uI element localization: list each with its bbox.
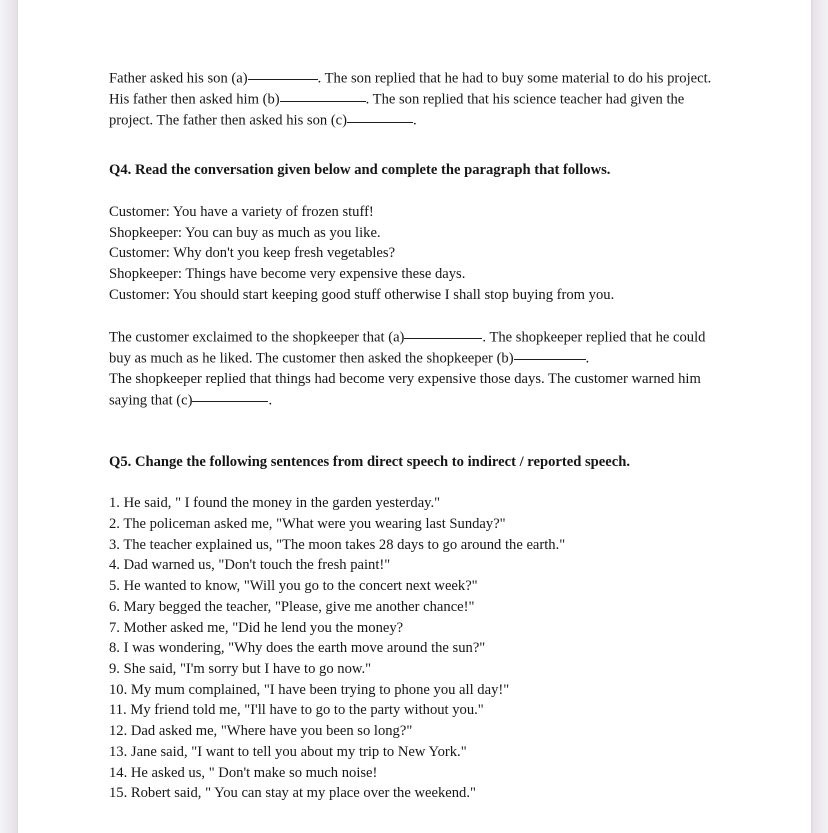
paragraph-text: . The son replied that his science teacher had given the project. The father then asked his son (c): [109, 91, 685, 129]
paragraph-text: .: [268, 391, 273, 408]
paragraph-text: . The shopkeeper replied that he could buy as much as he liked. The customer then asked the shopkeeper (b): [109, 329, 706, 367]
fill-in-blank[interactable]: [347, 108, 413, 122]
q5-sentence-list: [109, 493, 719, 804]
sentence-item: 11. My friend told me, "I'll have to go to the party without you.": [109, 702, 484, 719]
sentence-item: 10. My mum complained, "I have been trying to phone you all day!": [109, 681, 510, 698]
sentence-item: 14. He asked us, " Don't make so much noise!: [109, 764, 378, 781]
sentence-item: 9. She said, "I'm sorry but I have to go now.": [109, 661, 372, 677]
paragraph-text: The customer exclaimed to the shopkeeper that (a): [109, 329, 405, 346]
q4-conversation: [109, 202, 719, 306]
fill-in-blank[interactable]: [192, 388, 268, 402]
sentence-item: 8. I was wondering, "Why does the earth move around the sun?": [109, 640, 486, 657]
fill-in-blank[interactable]: [280, 87, 366, 101]
sentence-item: 7. Mother asked me, "Did he lend you the money?: [109, 619, 404, 636]
document-content: [109, 68, 719, 804]
viewer-gutter-left: [0, 0, 17, 833]
sentence-item: 15. Robert said, " You can stay at my place over the weekend.": [109, 785, 476, 802]
page-edge-right: [811, 0, 812, 833]
sentence-item: 2. The policeman asked me, "What were you wearing last Sunday?": [109, 516, 506, 533]
q5-heading: Q5. Change the following sentences from direct speech to indirect / reported speech.: [109, 453, 630, 470]
sentence-item: 3. The teacher explained us, "The moon takes 28 days to go around the earth.": [109, 536, 566, 553]
sentence-item: 6. Mary begged the teacher, "Please, give me another chance!": [109, 598, 475, 615]
sentence-item: 5. He wanted to know, "Will you go to the concert next week?": [109, 578, 478, 595]
q4-answer-paragraph-cont: [109, 369, 719, 411]
fill-in-blank[interactable]: [248, 66, 318, 80]
paragraph-text: . The son replied that he had to buy some material to do his project. His father then asked him (b): [109, 70, 712, 108]
paragraph-text: Father asked his son (a): [109, 70, 248, 87]
conversation-line: Customer: You have a variety of frozen stuff!: [109, 204, 374, 221]
conversation-line: Shopkeeper: Things have become very expensive these days.: [109, 266, 466, 283]
conversation-line: Shopkeeper: You can buy as much as you like.: [109, 224, 381, 241]
viewer-gutter-right: [812, 0, 828, 833]
document-page: [18, 0, 811, 833]
spacer: [109, 131, 719, 160]
spacer: [109, 181, 719, 202]
conversation-line: Customer: Why don't you keep fresh vegetables?: [109, 245, 396, 262]
spacer: [109, 411, 719, 452]
spacer: [109, 472, 719, 493]
sentence-item: 4. Dad warned us, "Don't touch the fresh paint!": [109, 557, 391, 574]
q3-continuation-paragraph: [109, 68, 719, 131]
q4-heading: Q4. Read the conversation given below and complete the paragraph that follows.: [109, 162, 611, 179]
paragraph-text: The shopkeeper replied that things had become very expensive those days. The customer warned him saying that (c): [109, 370, 701, 408]
fill-in-blank[interactable]: [404, 325, 482, 339]
spacer: [109, 306, 719, 327]
sentence-item: 1. He said, " I found the money in the garden yesterday.": [109, 495, 441, 512]
conversation-line: Customer: You should start keeping good stuff otherwise I shall stop buying from you.: [109, 286, 615, 303]
sentence-item: 13. Jane said, "I want to tell you about my trip to New York.": [109, 743, 467, 760]
q4-answer-paragraph: [109, 327, 719, 369]
sentence-item: 12. Dad asked me, "Where have you been so long?": [109, 723, 413, 740]
paragraph-text: .: [413, 112, 417, 129]
paragraph-text: .: [585, 350, 590, 367]
fill-in-blank[interactable]: [514, 346, 586, 360]
